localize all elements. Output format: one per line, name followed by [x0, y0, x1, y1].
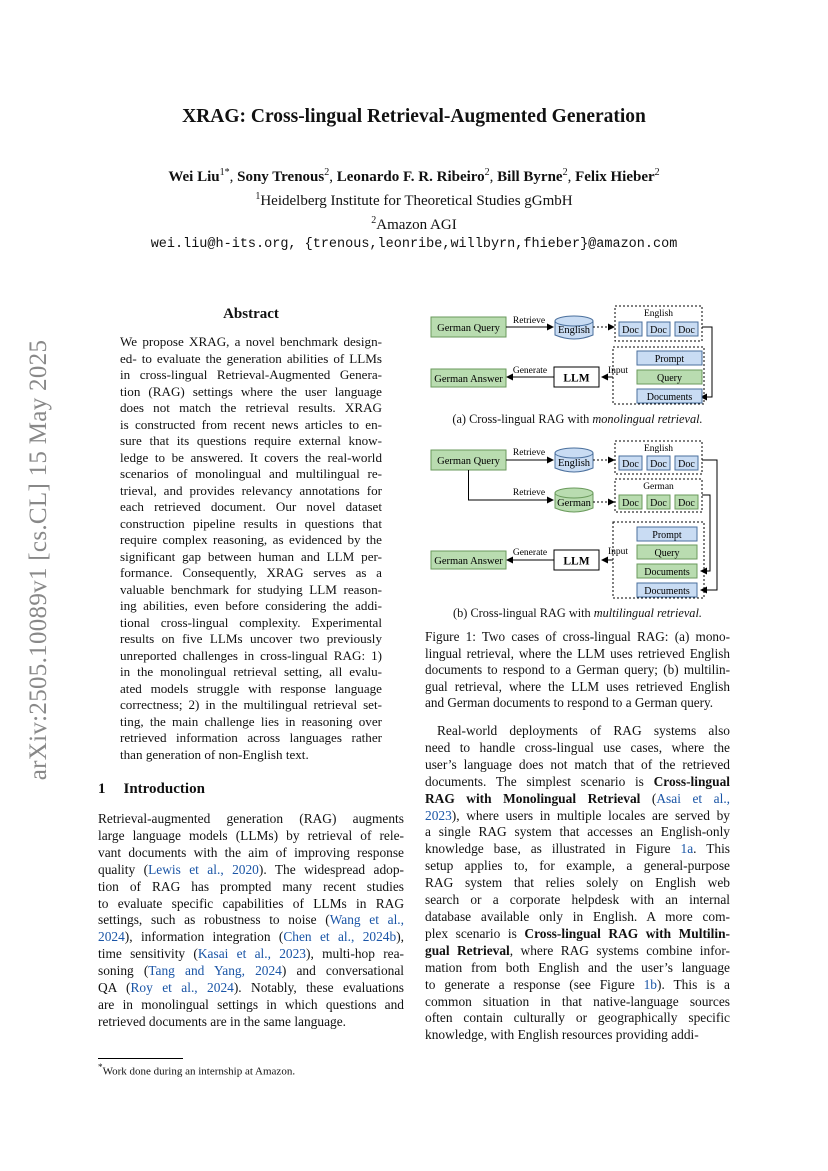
text-line: [98, 997, 404, 1014]
author-affiliation-mark: 2: [654, 167, 660, 178]
english-database-icon: [555, 316, 593, 339]
text-line: [98, 845, 404, 862]
doc-box: [619, 322, 642, 336]
abstract-line: unreported challenges in cross-lingual RAG: 1): [120, 647, 382, 663]
citation-link[interactable]: Tang and Yang, 2024: [148, 963, 282, 979]
text-span: (: [640, 790, 657, 806]
text-span: large language models (LLMs) by retrieval of rele-: [98, 827, 404, 843]
svg-text:Prompt: Prompt: [652, 530, 682, 541]
right-column-paragraph: [425, 723, 730, 1044]
author-emails: wei.liu@h-its.org, {trenous,leonribe,willbyrn,fhieber}@amazon.com: [150, 237, 678, 252]
text-span: quality (: [98, 861, 149, 877]
abstract-line: correctness; 2) in the multilingual retrieval set-: [120, 697, 382, 712]
text-span: ), information integration (: [124, 929, 284, 945]
figure-1b-caption: (b) Cross-lingual RAG with multilingual retrieval.: [453, 606, 702, 620]
svg-text:Doc: Doc: [650, 325, 667, 336]
svg-text:Doc: Doc: [678, 459, 695, 470]
author-name: Felix Hieber: [575, 169, 655, 185]
svg-text:Retrieve: Retrieve: [512, 488, 546, 498]
svg-text:German Query: German Query: [437, 456, 500, 467]
english-database-icon: [555, 448, 593, 472]
text-span: vant documents with the aim of improving response: [98, 844, 404, 860]
abstract-line: ting, the main challenge lies in reasoning over: [120, 713, 382, 729]
abstract-line: retrieved information across languages rather: [120, 730, 382, 745]
svg-text:German: German: [557, 498, 591, 509]
author-name: Bill Byrne: [497, 169, 563, 185]
text-line: [425, 774, 730, 791]
figure-1a-caption: (a) Cross-lingual RAG with monolingual retrieval.: [452, 412, 703, 426]
text-line: [98, 828, 404, 845]
text-line: [425, 909, 730, 926]
text-span: ),: [396, 929, 404, 945]
svg-text:English: English: [557, 325, 591, 336]
arxiv-identifier[interactable]: arXiv:2505.10089v1 [cs.CL] 15 May 2025: [25, 339, 52, 781]
abstract-line: ing abilities, even before considering the addi-: [120, 598, 382, 613]
citation-link[interactable]: Chen et al., 2024b: [283, 929, 397, 945]
text-span: a single RAG system that accesses an English-only: [425, 824, 730, 840]
section-heading-introduction: 1 Introduction: [98, 781, 205, 797]
text-span: mation from both English and the user’s language: [425, 959, 730, 975]
text-span: RAG system that relies solely on English web: [425, 875, 730, 891]
text-span: need to handle cross-lingual use cases, where the: [425, 739, 730, 755]
text-line: [425, 943, 730, 960]
abstract-line: ed- to evaluate the generation abilities of LLMs: [120, 350, 382, 366]
text-line: [98, 811, 404, 828]
abstract-line: each retrieved document. Our novel dataset: [120, 499, 382, 514]
svg-text:Prompt: Prompt: [654, 354, 685, 365]
text-span: knowledge base, as illustrated in Figure: [425, 841, 681, 857]
llm-box: [554, 367, 599, 387]
documents-box-german: [637, 564, 697, 578]
doc-box: [647, 456, 670, 470]
caption-line: lingual retrieval, where the LLM uses retrieved English: [425, 645, 730, 661]
text-line: [98, 963, 404, 980]
abstract-line: in cross-lingual Retrieval-Augmented Genera-: [120, 367, 382, 382]
affiliation-2: $^2$Amazon AGI: [371, 215, 457, 233]
svg-text:Documents: Documents: [646, 392, 693, 403]
abstract-line: tion (RAG) settings where the user language: [120, 383, 382, 399]
bold-text: RAG with Monolingual Retrieval: [425, 790, 641, 806]
text-line: [425, 960, 730, 977]
text-line: [425, 926, 730, 943]
caption-line: gual retrieval, where the LLM uses retrieved English: [425, 678, 730, 694]
svg-text:Doc: Doc: [622, 325, 639, 336]
text-span: common situation in that native-language sources: [425, 993, 730, 1009]
text-line: [425, 1027, 730, 1044]
text-line: [425, 858, 730, 875]
text-span: ), where users in multiple locales are served by: [451, 807, 730, 823]
text-line: [425, 892, 730, 909]
author-block: [0, 163, 828, 255]
documents-feed-arrow: [701, 327, 712, 397]
svg-text:Doc: Doc: [678, 498, 695, 509]
text-span: database available only in English. A more com-: [425, 908, 730, 924]
abstract-line: require complex reasoning, as evidenced by the: [120, 532, 382, 547]
abstract-line: ated models struggle with response language: [120, 680, 382, 696]
abstract-line: construction pipeline results in questions that: [120, 515, 382, 531]
abstract-line: trieval, and provides relevancy annotations for: [120, 482, 382, 498]
svg-text:Input: Input: [607, 547, 629, 557]
intro-paragraph: [98, 811, 404, 1031]
svg-text:Query: Query: [657, 373, 682, 384]
author-affiliation-mark: 2: [562, 167, 568, 178]
text-line: [98, 980, 404, 997]
abstract-line: ledge to be answered. It covers the real-world: [120, 449, 382, 465]
svg-text:Doc: Doc: [622, 498, 639, 509]
text-span: soning (: [98, 963, 149, 979]
svg-text:German: German: [643, 482, 674, 492]
text-span: , where RAG systems combine infor-: [509, 942, 730, 958]
german-query-box: [431, 317, 506, 337]
text-span: ), multi-hop rea-: [306, 946, 405, 962]
svg-text:English: English: [643, 309, 674, 319]
text-span: plex scenario is: [425, 925, 525, 941]
citation-link[interactable]: Wang et al.,: [329, 912, 404, 928]
svg-text:Doc: Doc: [650, 459, 667, 470]
text-line: [425, 791, 730, 808]
text-span: retrieved documents are in the same language.: [98, 1013, 346, 1029]
citation-link[interactable]: Kasai et al., 2023: [197, 946, 307, 962]
german-query-box: [431, 450, 506, 470]
text-line: [98, 929, 404, 946]
text-line: [425, 740, 730, 757]
abstract-line: valuable benchmark for studying LLM reason-: [120, 581, 382, 597]
svg-text:Query: Query: [654, 548, 680, 559]
affiliation-1: $^1$Heidelberg Institute for Theoretical Studies gGmbH: [255, 191, 573, 209]
svg-text:German Answer: German Answer: [434, 556, 503, 567]
author-affiliation-mark: 2: [484, 167, 490, 178]
text-span: ) and conversational: [281, 963, 404, 979]
text-line: [425, 1010, 730, 1027]
german-database-icon: [555, 488, 593, 512]
query-box: [637, 370, 702, 384]
llm-box: [554, 550, 599, 570]
doc-box: [647, 322, 670, 336]
svg-text:English: English: [643, 444, 674, 454]
text-line: [98, 879, 404, 896]
german-answer-box: [431, 551, 506, 569]
text-line: [425, 723, 730, 740]
svg-text:Generate: Generate: [512, 366, 548, 376]
footnote: *Work done during an internship at Amazon.: [98, 1062, 296, 1078]
svg-text:German Query: German Query: [437, 323, 500, 334]
svg-text:Retrieve: Retrieve: [512, 448, 546, 458]
text-line: [98, 912, 404, 929]
documents-box-english: [637, 583, 697, 597]
text-span: Real-world deployments of RAG systems also: [437, 723, 730, 738]
svg-text:Doc: Doc: [622, 459, 639, 470]
paper-title: XRAG: Cross-lingual Retrieval-Augmented Generation: [182, 106, 646, 127]
citation-link[interactable]: 1b: [643, 976, 657, 992]
text-line: [98, 1014, 404, 1031]
figure-1a-diagram: [425, 303, 735, 407]
citation-link[interactable]: 2024: [98, 929, 125, 945]
doc-box: [675, 495, 698, 509]
svg-text:LLM: LLM: [563, 555, 590, 568]
bold-text: gual Retrieval: [425, 942, 510, 958]
author-name: Sony Trenous: [237, 169, 325, 185]
text-line: [98, 896, 404, 913]
text-span: time sensitivity (: [98, 946, 198, 962]
abstract-line: scenarios of monolingual and multilingual re-: [120, 466, 382, 481]
abstract-line: results on five LLMs uncover two previously: [120, 631, 382, 646]
bold-text: Cross-lingual RAG with Multilin-: [524, 925, 730, 941]
prompt-box: [637, 351, 702, 365]
prompt-box: [637, 527, 697, 541]
svg-text:English: English: [557, 458, 591, 469]
doc-box: [675, 322, 698, 336]
citation-link[interactable]: Lewis et al., 2020: [148, 861, 259, 877]
svg-text:Input: Input: [607, 366, 629, 376]
svg-text:Documents: Documents: [644, 586, 690, 597]
author-names: Wei Liu$^{1*}$, Sony Trenous$^2$, Leonardo F. R. Ribeiro$^2$, Bill Byrne$^2$, Felix Hieber$^2$: [168, 167, 660, 185]
text-span: often contain culturally or geographically specific: [425, 1010, 730, 1026]
text-line: [98, 862, 404, 879]
abstract-line: is constructed from recent news articles to en-: [120, 416, 382, 432]
text-line: [425, 841, 730, 858]
abstract-line: We propose XRAG, a novel benchmark design-: [120, 334, 382, 349]
text-line: [425, 875, 730, 892]
abstract-heading: Abstract: [223, 306, 279, 322]
figure-1b-diagram: [425, 440, 735, 603]
text-span: to generate a response (see Figure: [425, 976, 644, 992]
svg-text:LLM: LLM: [563, 372, 590, 385]
text-span: search or a corporate helpdesk with an internal: [425, 892, 730, 908]
text-line: [425, 757, 730, 774]
author-affiliation-mark: 2: [324, 167, 330, 178]
german-docs-feed-arrow: [701, 495, 710, 571]
text-span: settings, such as robustness to noise (: [98, 912, 330, 928]
text-line: [425, 977, 730, 994]
query-box: [637, 545, 697, 559]
abstract-line: sure that its questions require external know-: [120, 433, 382, 448]
doc-box: [647, 495, 670, 509]
abstract-line: does not match the retrieval results. XRAG: [120, 400, 382, 415]
bold-text: Cross-lingual: [653, 773, 730, 789]
text-span: ). This is a: [656, 976, 730, 992]
caption-line: documents to respond to a German query; (b) multilin-: [425, 662, 730, 677]
text-span: are in monolingual settings in which questions and: [98, 996, 404, 1012]
abstract-line: in the monolingual retrieval setting, all evalu-: [120, 664, 382, 679]
citation-link[interactable]: Asai et al.,: [656, 790, 731, 806]
doc-box: [619, 456, 642, 470]
text-span: setup applies to, for example, a general-purpose: [425, 858, 730, 874]
text-span: to evaluate specific capabilities of LLMs in RAG: [98, 895, 404, 911]
svg-text:Generate: Generate: [512, 548, 548, 558]
citation-link[interactable]: 2023: [425, 807, 452, 823]
svg-text:German Answer: German Answer: [434, 374, 503, 385]
caption-line: Figure 1: Two cases of cross-lingual RAG: (a) mono-: [425, 629, 730, 644]
doc-box: [619, 495, 642, 509]
author-affiliation-mark: 1*: [219, 167, 230, 178]
abstract-body: [120, 334, 382, 763]
text-span: ). The widespread adop-: [258, 861, 404, 877]
text-line: [425, 808, 730, 825]
retrieve-label: Retrieve: [512, 316, 546, 326]
text-span: QA (: [98, 980, 131, 996]
text-span: . This: [693, 841, 731, 857]
footnote-rule: [98, 1058, 183, 1059]
abstract-line: than generation of non-English text.: [120, 746, 309, 762]
text-line: [98, 946, 404, 963]
text-span: user’s language does not match that of the retrieved: [425, 756, 730, 772]
author-name: Wei Liu: [168, 169, 220, 185]
doc-box: [675, 456, 698, 470]
abstract-line: significant gap between human and LLM per-: [120, 548, 382, 564]
text-span: ). Notably, these evaluations: [233, 980, 404, 996]
german-answer-box: [431, 369, 506, 387]
text-span: Retrieval-augmented generation (RAG) augments: [98, 811, 404, 826]
abstract-line: tional cross-lingual complexity. Experimental: [120, 614, 382, 630]
abstract-line: formance. Consequently, XRAG serves as a: [120, 565, 382, 580]
text-span: tion of RAG has prompted many recent studies: [98, 878, 404, 894]
svg-text:Doc: Doc: [650, 498, 667, 509]
text-span: knowledge, with English resources providing addi-: [425, 1027, 699, 1043]
caption-line: and German documents to respond to a German query.: [425, 695, 714, 710]
text-span: documents. The simplest scenario is: [425, 773, 654, 789]
figure-1-caption: [425, 629, 730, 712]
svg-text:Documents: Documents: [644, 567, 690, 578]
citation-link[interactable]: 1a: [680, 841, 694, 857]
citation-link[interactable]: Roy et al., 2024: [130, 980, 234, 996]
text-line: [425, 824, 730, 841]
text-line: [425, 994, 730, 1011]
documents-box: [637, 389, 702, 403]
arxiv-sidebar: [14, 260, 64, 900]
svg-text:Doc: Doc: [678, 325, 695, 336]
author-name: Leonardo F. R. Ribeiro: [336, 169, 485, 185]
